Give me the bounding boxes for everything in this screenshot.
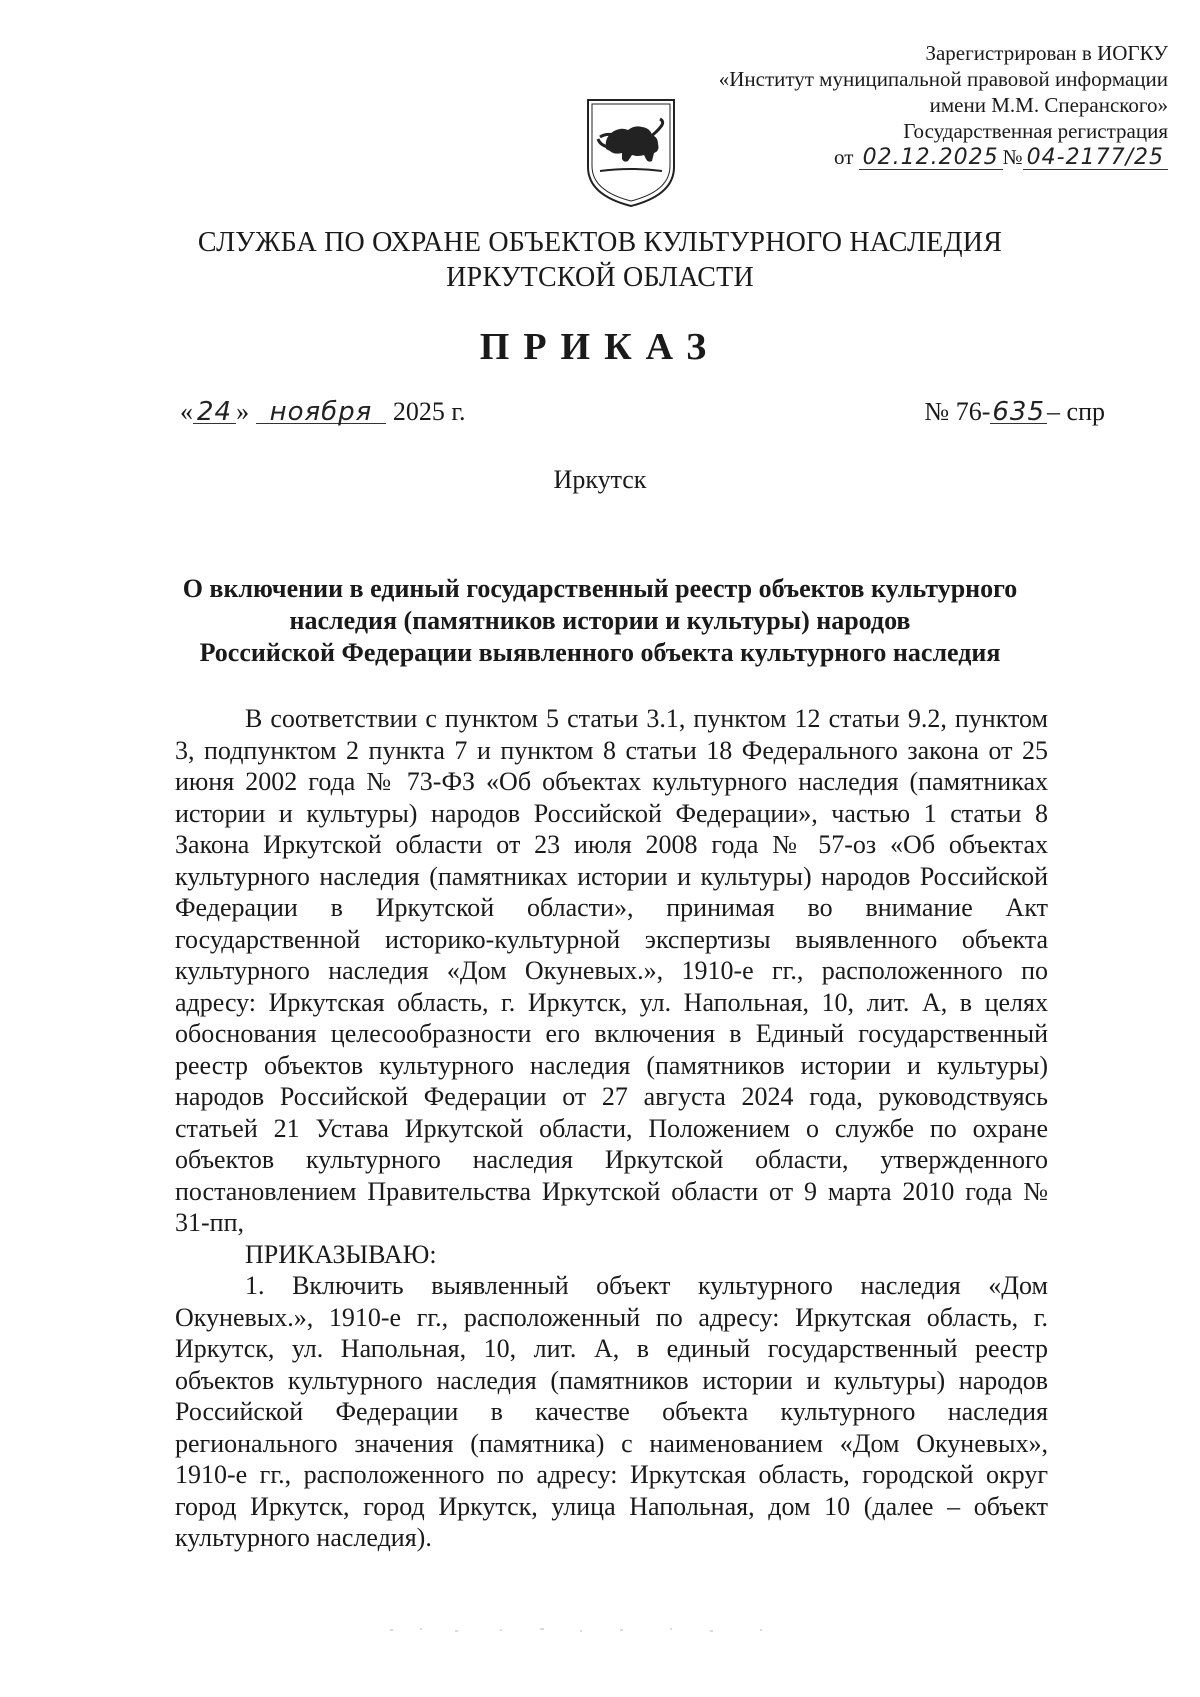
date-open-quote: « [180, 397, 193, 426]
registration-from-label: от [834, 145, 854, 169]
date-month: ноября [256, 401, 387, 424]
date-year: 2025 г. [392, 397, 466, 426]
order-date [180, 397, 466, 427]
organization-name-line-2: ИРКУТСКОЙ ОБЛАСТИ [446, 262, 754, 293]
city: Иркутск [553, 465, 647, 494]
document-body [175, 703, 1048, 1554]
irkutsk-coat-of-arms-icon [584, 97, 678, 209]
order-word: ПРИКАЗЫВАЮ: [245, 1239, 437, 1269]
date-day: 24 [193, 401, 236, 424]
organization-name [0, 225, 1200, 295]
document-title [150, 573, 1050, 669]
registration-stamp [648, 40, 1168, 170]
order-number-prefix: № 76- [924, 397, 991, 426]
registration-line-4: Государственная регистрация [903, 119, 1168, 143]
scan-noise [380, 1625, 800, 1635]
registration-number-label: № [1002, 145, 1023, 169]
order-number-suffix: – спр [1047, 397, 1105, 426]
registration-line-3: имени М.М. Сперанского» [929, 93, 1168, 117]
document-title-line-1: О включении в единый государственный реестр объектов культурного [182, 574, 1018, 603]
document-title-line-3: Российской Федерации выявленного объекта культурного наследия [199, 638, 1001, 667]
preamble-paragraph: В соответствии с пунктом 5 статьи 3.1, пунктом 12 статьи 9.2, пунктом 3, подпунктом 2 пункта 7 и пунктом 8 статьи 18 Федерального закона от 25 июня 2002 года № 73-ФЗ «Об объектах культурного наследия (памятниках истории и культуры) народов Российской Федерации», частью 1 статьи 8 Закона Иркутской области от 23 июля 2008 года № 57-оз «Об объектах культурного наследия (памятниках истории и культуры) народов Российской Федерации в Иркутской области», принимая во внимание Акт государственной историко-культурной экспертизы выявленного объекта культурного наследия «Дом Окуневых.», 1910-е гг., расположенного по адресу: Иркутская область, г. Иркутск, ул. Напольная, 10, лит. А, в целях обоснования целесообразности его включения в Единый государственный реестр объектов культурного наследия (памятников истории и культуры) народов Российской Федерации от 27 августа 2024 года, руководствуясь статьей 21 Устава Иркутской области, Положением о службе по охране объектов культурного наследия Иркутской области, утвержденного постановлением Правительства Иркутской области от 9 марта 2010 года № 31-пп, [175, 704, 1048, 1237]
organization-name-line-1: СЛУЖБА ПО ОХРАНЕ ОБЪЕКТОВ КУЛЬТУРНОГО НАСЛЕДИЯ [197, 227, 1003, 258]
order-number-handwritten: 635 [992, 397, 1046, 427]
document-type: ПРИКАЗ [479, 326, 721, 368]
registration-number: 04-2177/25 [1023, 147, 1168, 170]
registration-line-2: «Институт муниципальной правовой информации [718, 67, 1168, 91]
registration-line-1: Зарегистрирован в ИОГКУ [925, 41, 1168, 65]
document-title-line-2: наследия (памятников истории и культуры) народов [289, 606, 911, 635]
order-number [924, 397, 1105, 427]
registration-date: 02.12.2025 [859, 147, 1003, 170]
date-close-quote: » [236, 397, 250, 426]
order-item-1: 1. Включить выявленный объект культурного наследия «Дом Окуневых.», 1910-е гг., расположенный по адресу: Иркутская область, г. Иркутск, ул. Напольная, 10, лит. А, в единый государственный реестр объектов культурного наследия (памятников истории и культуры) народов Российской Федерации в качестве объекта культурного наследия регионального значения (памятника) с наименованием «Дом Окуневых», 1910-е гг., расположенного по адресу: Иркутская область, городской округ город Иркутск, город Иркутск, улица Напольная, дом 10 (далее – объект культурного наследия). [175, 1271, 1048, 1552]
registration-date-row [648, 144, 1168, 170]
